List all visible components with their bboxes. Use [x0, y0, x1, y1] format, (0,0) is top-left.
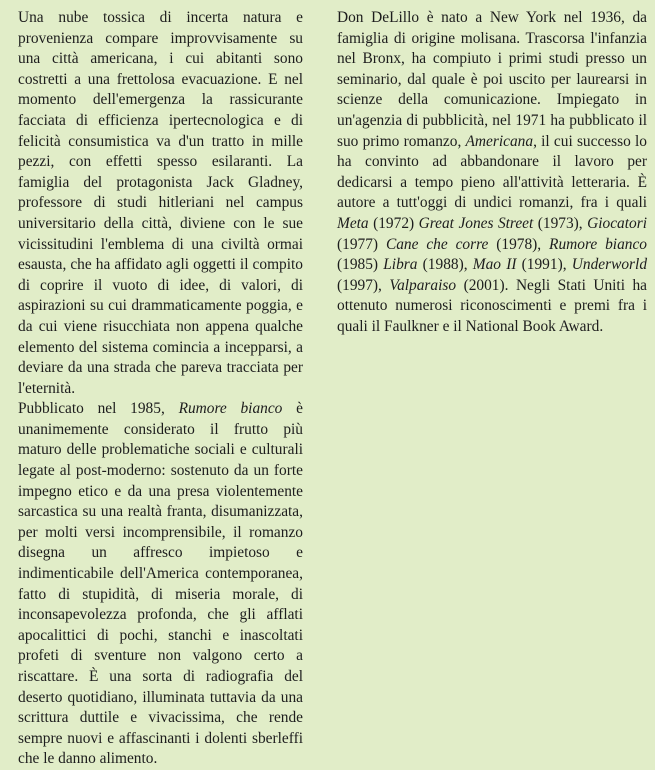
bio-text: (1973), — [533, 214, 588, 232]
book-title: Mao II — [472, 256, 517, 274]
book-title: Meta — [337, 214, 369, 232]
bio-text: Don DeLillo è nato a New York nel 1936, da famiglia di origine molisana. Trascorsa l'infanzia nel Bronx, ha compiuto i primi studi presso un seminario, dal quale è poi uscito per laurearsi in scienze della comunicazione. Impiegato in un'agenzia di pubblicità, nel 1971 ha pubblicato il suo primo romanzo, — [337, 9, 647, 150]
book-title: Cane che corre — [385, 235, 489, 253]
bio-text: (2001). Negli Stati Uniti ha ottenuto numerosi riconoscimenti e premi fra i quali il Faulkner e il National Book Award. — [337, 276, 647, 335]
bio-text: (1991), — [516, 256, 572, 274]
book-title: Americana — [465, 132, 534, 150]
bio-text: (1985) — [337, 256, 384, 274]
synopsis-paragraph-2 — [18, 399, 303, 770]
book-title: Rumore bianco — [549, 235, 647, 253]
book-title: Rumore bianco — [178, 400, 283, 418]
book-title: Giocatori — [587, 214, 647, 232]
bio-text: (1977) — [337, 235, 386, 253]
synopsis-paragraph-1: Una nube tossica di incerta natura e provenienza compare improvvisamente su una città americana, i cui abitanti sono costretti a una frettolosa evacuazione. E nel momento dell'emergenza la rassicurante facciata di efficienza ipertecnologica e di felicità consumistica va d'un tratto in mille pezzi, con effetti spesso esilaranti. La famiglia del protagonista Jack Gladney, professore di studi hitleriani nel campus universitario della città, diviene con le sue vicissitudini l'emblema di una civiltà ormai esausta, che ha affidato agli oggetti il compito di coprire il vuoto di idee, di valori, di aspirazioni su cui drammaticamente poggia, e da cui viene risucchiata non appena qualche elemento del sistema comincia a incepparsi, a deviare da una strada che pareva tracciata per l'eternità. — [18, 9, 303, 397]
book-title: Libra — [383, 256, 418, 274]
synopsis-text: Pubblicato nel 1985, — [18, 400, 179, 418]
synopsis-text: è unanimemente considerato il frutto più maturo delle problematiche sociali e culturali legate al post-moderno: sostenuto da un forte impegno etico e da una presa violentemente sarcastica su una realtà franta, disumanizzata, per molti versi incomprensibile, il romanzo disegna un affresco impietoso e indimenticabile dell'America contemporanea, fatto di stupidità, di miseria morale, di inconsapevolezza profonda, che gli afflati apocalittici di pochi, stanchi e inascoltati profeti di sventure non valgono certo a riscattare. È una sorta di radiografia del deserto quotidiano, illuminata tuttavia da una scrittura duttile e vivacissima, che rende sempre nuovi e affascinanti i dolenti sberleffi che le danno alimento. — [18, 400, 303, 768]
bio-text: (1988), — [417, 256, 473, 274]
book-title: Great Jones Street — [418, 214, 534, 232]
bio-text: (1972) — [368, 214, 419, 232]
bio-text: (1978), — [488, 235, 550, 253]
book-title: Valparaiso — [389, 276, 457, 294]
author-bio-paragraph — [337, 8, 647, 338]
author-bio-column — [337, 8, 647, 338]
book-title: Underworld — [571, 256, 648, 274]
synopsis-column — [18, 8, 303, 770]
bio-text: , il cui successo lo ha convinto ad abbandonare il lavoro per dedicarsi a tempo pieno all'attività letteraria. È autore a tutt'oggi di undici romanzi, fra i quali — [337, 132, 647, 212]
bio-text: (1997), — [337, 276, 390, 294]
